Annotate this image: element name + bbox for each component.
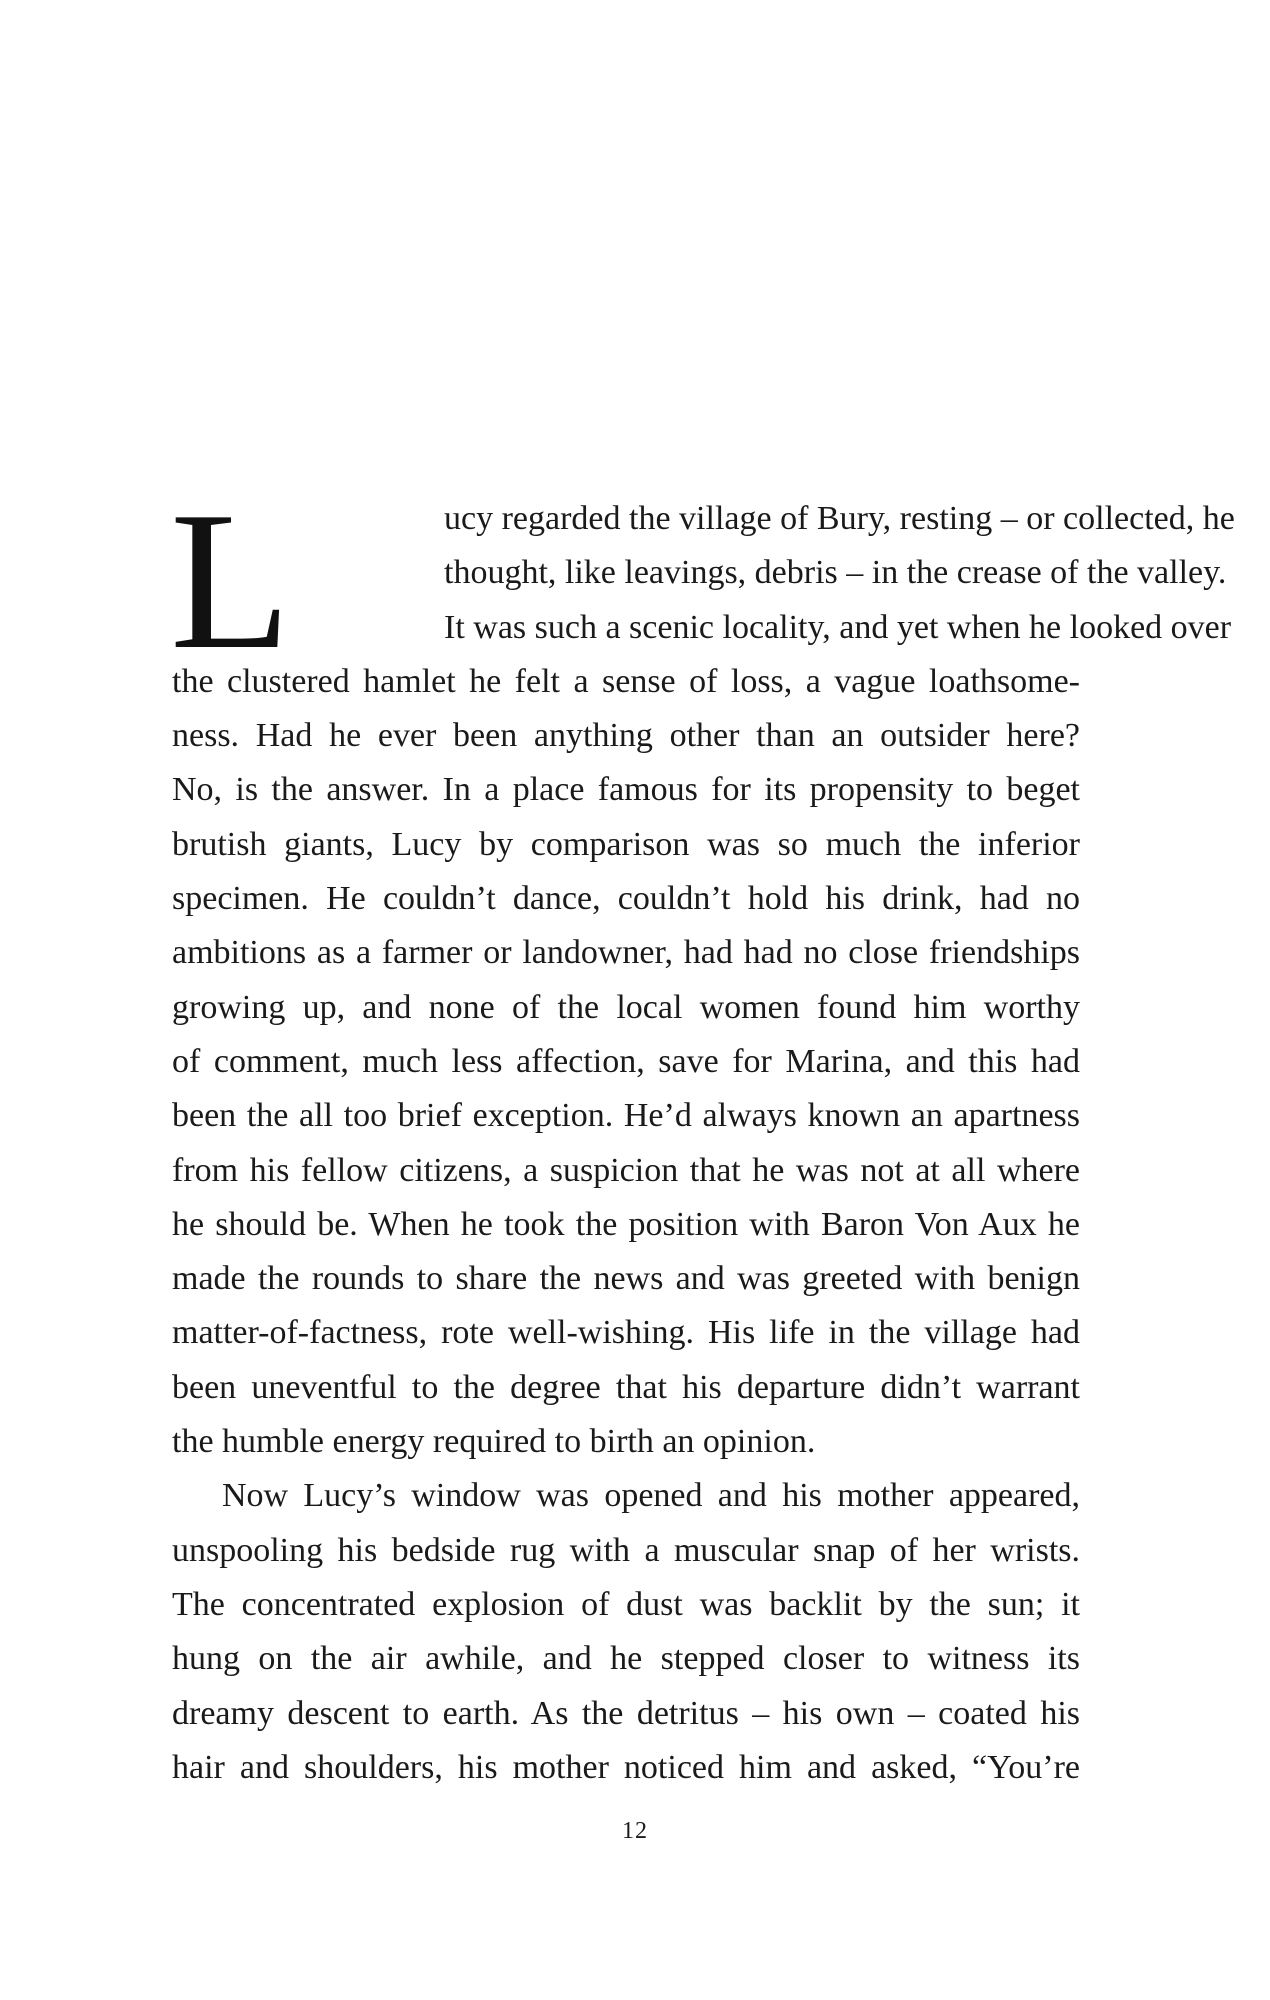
- text-line: hair and shoulders, his mother noticed him and asked, “You’re: [172, 1748, 1080, 1786]
- page-number: 12: [622, 1818, 648, 1844]
- text-line: ness. Had he ever been anything other than an outsider here?: [172, 717, 1080, 755]
- text-line: the clustered hamlet he felt a sense of loss, a vague loathsome-: [172, 662, 1080, 700]
- text-line: brutish giants, Lucy by comparison was so much the inferior: [172, 825, 1080, 863]
- text-line: from his fellow citizens, a suspicion that he was not at all where: [172, 1151, 1080, 1189]
- text-line: been uneventful to the degree that his departure didn’t warrant: [172, 1368, 1080, 1406]
- text-line: thought, like leavings, debris – in the crease of the valley.: [444, 554, 1227, 592]
- text-line: hung on the air awhile, and he stepped closer to witness its: [172, 1640, 1080, 1678]
- text-line: It was such a scenic locality, and yet when he looked over: [444, 608, 1232, 646]
- text-line: dreamy descent to earth. As the detritus – his own – coated his: [172, 1694, 1080, 1732]
- text-line: unspooling his bedside rug with a muscular snap of her wrists.: [172, 1531, 1080, 1569]
- text-line: been the all too brief exception. He’d always known an apartness: [172, 1097, 1080, 1135]
- text-line: specimen. He couldn’t dance, couldn’t hold his drink, had no: [172, 880, 1080, 918]
- text-line: growing up, and none of the local women found him worthy: [172, 988, 1080, 1026]
- text-line: No, is the answer. In a place famous for its propensity to beget: [172, 771, 1080, 809]
- text-line: ucy regarded the village of Bury, resting – or collected, he: [444, 500, 1235, 537]
- text-line: Now Lucy’s window was opened and his mother appeared,: [222, 1477, 1080, 1515]
- text-line: the humble energy required to birth an opinion.: [172, 1423, 816, 1461]
- text-line: made the rounds to share the news and was greeted with benign: [172, 1260, 1080, 1298]
- drop-cap: L: [170, 471, 291, 690]
- text-line: matter-of-factness, rote well-wishing. His life in the village had: [172, 1314, 1080, 1352]
- text-line: of comment, much less affection, save for Marina, and this had: [172, 1042, 1080, 1080]
- text-line: ambitions as a farmer or landowner, had had no close friendships: [172, 934, 1080, 972]
- body-text: [170, 471, 1235, 1795]
- text-line: The concentrated explosion of dust was backlit by the sun; it: [172, 1585, 1080, 1623]
- text-line: he should be. When he took the position with Baron Von Aux he: [172, 1205, 1080, 1243]
